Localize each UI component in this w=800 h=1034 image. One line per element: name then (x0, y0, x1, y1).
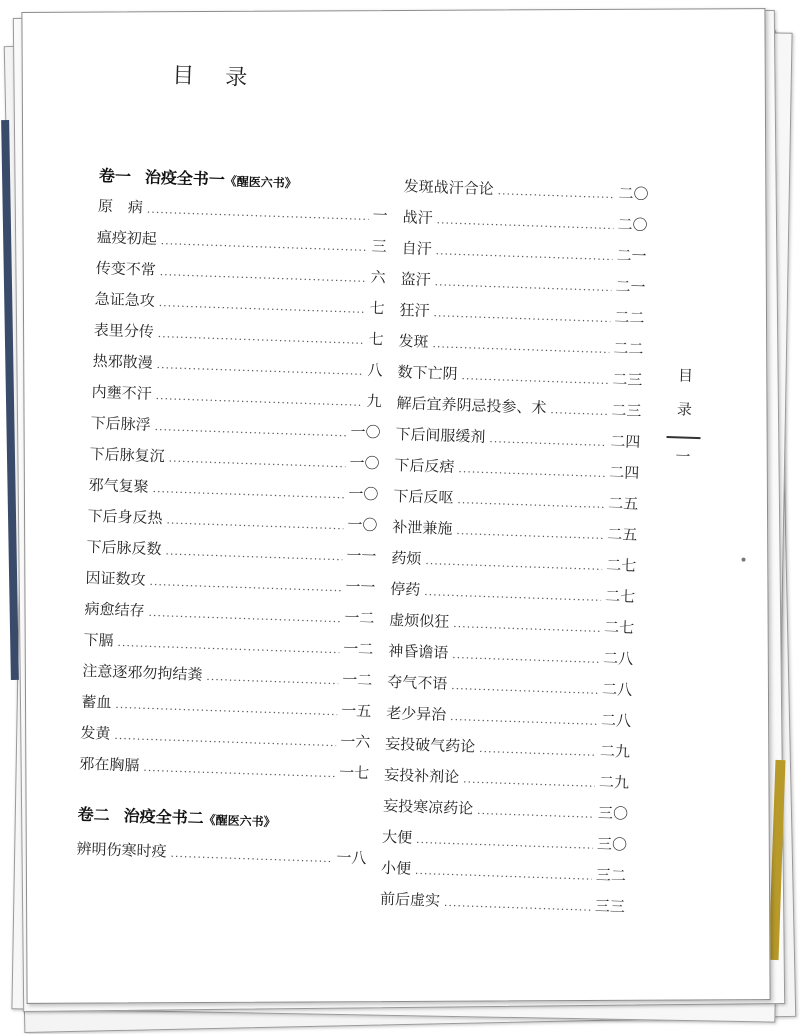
toc-entry-title: 传变不常 (95, 258, 157, 279)
toc-entry-page: 一二 (344, 608, 375, 628)
toc-entry-page: 八 (367, 361, 383, 380)
dot-leader (451, 670, 599, 706)
dot-leader (489, 423, 607, 458)
toc-page (21, 8, 770, 1004)
toc-entry-title: 下后反痞 (394, 455, 455, 476)
toc-entry-title: 辨明伤寒时疫 (76, 839, 167, 861)
toc-entry-title: 发斑战汗合论 (403, 177, 494, 199)
dot-leader (143, 752, 336, 789)
dot-leader (458, 453, 606, 489)
toc-entry-page: 二八 (602, 648, 634, 668)
toc-entry-page: 六 (370, 268, 386, 287)
toc-entry-title: 停药 (390, 579, 421, 599)
dot-leader (424, 576, 602, 613)
dot-leader (479, 733, 597, 768)
dot-leader (432, 328, 610, 365)
toc-entry-title: 妄投寒凉药论 (382, 796, 474, 818)
toc-entry-title: 热邪散漫 (92, 351, 154, 372)
toc-entry-title: 瘟疫初起 (96, 227, 158, 248)
toc-entry-page: 二九 (599, 741, 631, 761)
toc-entry-page: 一一 (345, 577, 376, 597)
dot-leader (443, 887, 591, 923)
toc-entry-title: 病愈结存 (84, 599, 145, 620)
section-subtitle: 《醒医六书》 (203, 812, 276, 830)
toc-entry-title: 数下亡阴 (397, 363, 458, 383)
toc-entry-page: 三〇 (597, 803, 629, 823)
toc-entry-page: 二〇 (617, 215, 648, 235)
toc-entry-page: 七 (369, 299, 385, 318)
toc-entry-title: 盗汗 (400, 270, 431, 290)
toc-entry-title: 下后间服缓剂 (395, 424, 486, 446)
dot-leader (463, 763, 596, 798)
toc-entry-title: 注意逐邪勿拘结粪 (82, 661, 203, 684)
toc-entry-title: 内壅不汗 (91, 382, 152, 403)
toc-entry-page: 二四 (609, 463, 640, 483)
toc-column-right (380, 171, 650, 923)
running-header (665, 358, 705, 469)
toc-entry-page: 二八 (601, 679, 633, 699)
toc-entry-title: 狂汗 (399, 301, 430, 321)
toc-entry-page: 一一 (346, 546, 377, 566)
toc-column-left (76, 161, 389, 874)
toc-entry-page: 二三 (612, 370, 643, 390)
toc-entry-title: 邪气复聚 (88, 475, 149, 496)
page-number: 一 (675, 447, 691, 466)
toc-entry-page: 一〇 (350, 422, 381, 442)
toc-entry-page: 二九 (598, 772, 630, 792)
toc-entry-page: 二七 (603, 618, 635, 637)
toc-entry-title: 自汗 (401, 239, 432, 259)
toc-entry-title: 下后脉复沉 (89, 444, 165, 466)
toc-entry-page: 二二 (614, 308, 645, 328)
dot-leader (497, 175, 615, 210)
toc-entry-page: 二一 (615, 277, 646, 297)
dot-leader (170, 838, 333, 874)
dot-leader (457, 484, 605, 520)
toc-entry-title: 解后宜养阴忌投参、术 (396, 394, 547, 417)
toc-entry-page: 二五 (606, 525, 638, 545)
toc-entry-title: 战汗 (402, 208, 433, 228)
toc-entry-page: 二〇 (618, 184, 649, 204)
paper-speck (741, 558, 745, 562)
toc-entry-page: 三 (371, 237, 387, 256)
toc-entry-title: 补泄兼施 (392, 517, 453, 538)
toc-entry-page: 一六 (339, 732, 371, 752)
toc-entry-page: 三三 (594, 896, 626, 916)
dot-leader (453, 608, 601, 644)
toc-entry-page: 一七 (338, 763, 370, 783)
toc-entry-page: 三〇 (596, 834, 628, 854)
toc-entry-page: 二七 (604, 587, 636, 607)
toc-entry-title: 表里分传 (93, 320, 155, 341)
toc-entry-page: 一八 (336, 848, 367, 868)
toc-entry-title: 蓄血 (81, 692, 112, 712)
dot-leader (456, 515, 604, 551)
toc-entry-title: 急证急攻 (94, 289, 156, 310)
header-rule (667, 436, 701, 439)
toc-entry-page: 七 (368, 330, 384, 349)
toc-entry-title: 前后虚实 (379, 889, 441, 910)
toc-entry-page: 一五 (340, 701, 372, 721)
toc-entry-title: 妄投破气药论 (384, 734, 476, 756)
toc-entry-title: 药烦 (391, 548, 422, 568)
toc-entry-page: 二五 (607, 494, 639, 514)
toc-entry-page: 三二 (595, 865, 627, 885)
volume-label: 卷二 (77, 804, 111, 825)
toc-entry-page: 一〇 (349, 453, 380, 473)
toc-entry-title: 发黄 (80, 723, 111, 743)
toc-entry-title: 下后身反热 (87, 506, 163, 528)
toc-entry-title: 原 病 (97, 196, 144, 217)
toc-entry-title: 妄投补剂论 (383, 765, 460, 787)
toc-entry-title: 小便 (380, 858, 412, 878)
running-header-char: 目 (677, 366, 694, 385)
toc-entry-title: 下后脉反数 (86, 537, 162, 559)
dot-leader (206, 661, 339, 696)
toc-entry-title: 邪在胸膈 (79, 754, 140, 775)
toc-entry-title: 老少异治 (385, 703, 447, 724)
toc-entry-title: 下后脉浮 (90, 413, 151, 434)
toc-entry-title: 神昏谵语 (387, 641, 449, 662)
toc-entry-title: 大便 (381, 827, 413, 847)
toc-entry-page: 一二 (343, 639, 374, 659)
toc-entry-title: 因证数攻 (85, 568, 146, 589)
toc-entry-title: 虚烦似狂 (389, 610, 450, 631)
toc-entry-page: 二八 (600, 710, 632, 730)
toc-entry-title: 发斑 (398, 332, 429, 352)
dot-leader (415, 855, 593, 892)
toc-content (21, 8, 770, 1004)
toc-entry-title: 夺气不语 (386, 672, 448, 693)
toc-entry-page: 一〇 (347, 515, 378, 535)
toc-entry-page: 二七 (605, 556, 637, 576)
toc-entry-page: 二三 (611, 401, 642, 421)
toc-entry-title: 下后反呕 (393, 486, 454, 507)
page-title: 目 录 (171, 63, 260, 92)
section-title: 治疫全书一 (144, 167, 226, 190)
toc-entry-list (380, 171, 650, 923)
toc-entry-page: 二一 (616, 246, 647, 266)
dot-leader (477, 795, 595, 830)
dot-leader (452, 639, 600, 675)
toc-entry-title: 下膈 (83, 630, 114, 650)
toc-entry-list (79, 191, 388, 789)
section-subtitle: 《醒医六书》 (224, 174, 298, 191)
toc-entry-page: 二二 (613, 339, 644, 359)
toc-entry-page: 二四 (610, 432, 641, 452)
toc-entry-page: 一二 (342, 670, 373, 690)
toc-entry-page: 一〇 (348, 484, 379, 504)
toc-entry-page: 一 (372, 206, 389, 225)
volume-label: 卷一 (98, 166, 132, 187)
running-header-char: 录 (676, 400, 693, 419)
toc-entry-page: 九 (366, 392, 382, 411)
dot-leader (550, 394, 608, 427)
section-title: 治疫全书二 (123, 806, 204, 828)
